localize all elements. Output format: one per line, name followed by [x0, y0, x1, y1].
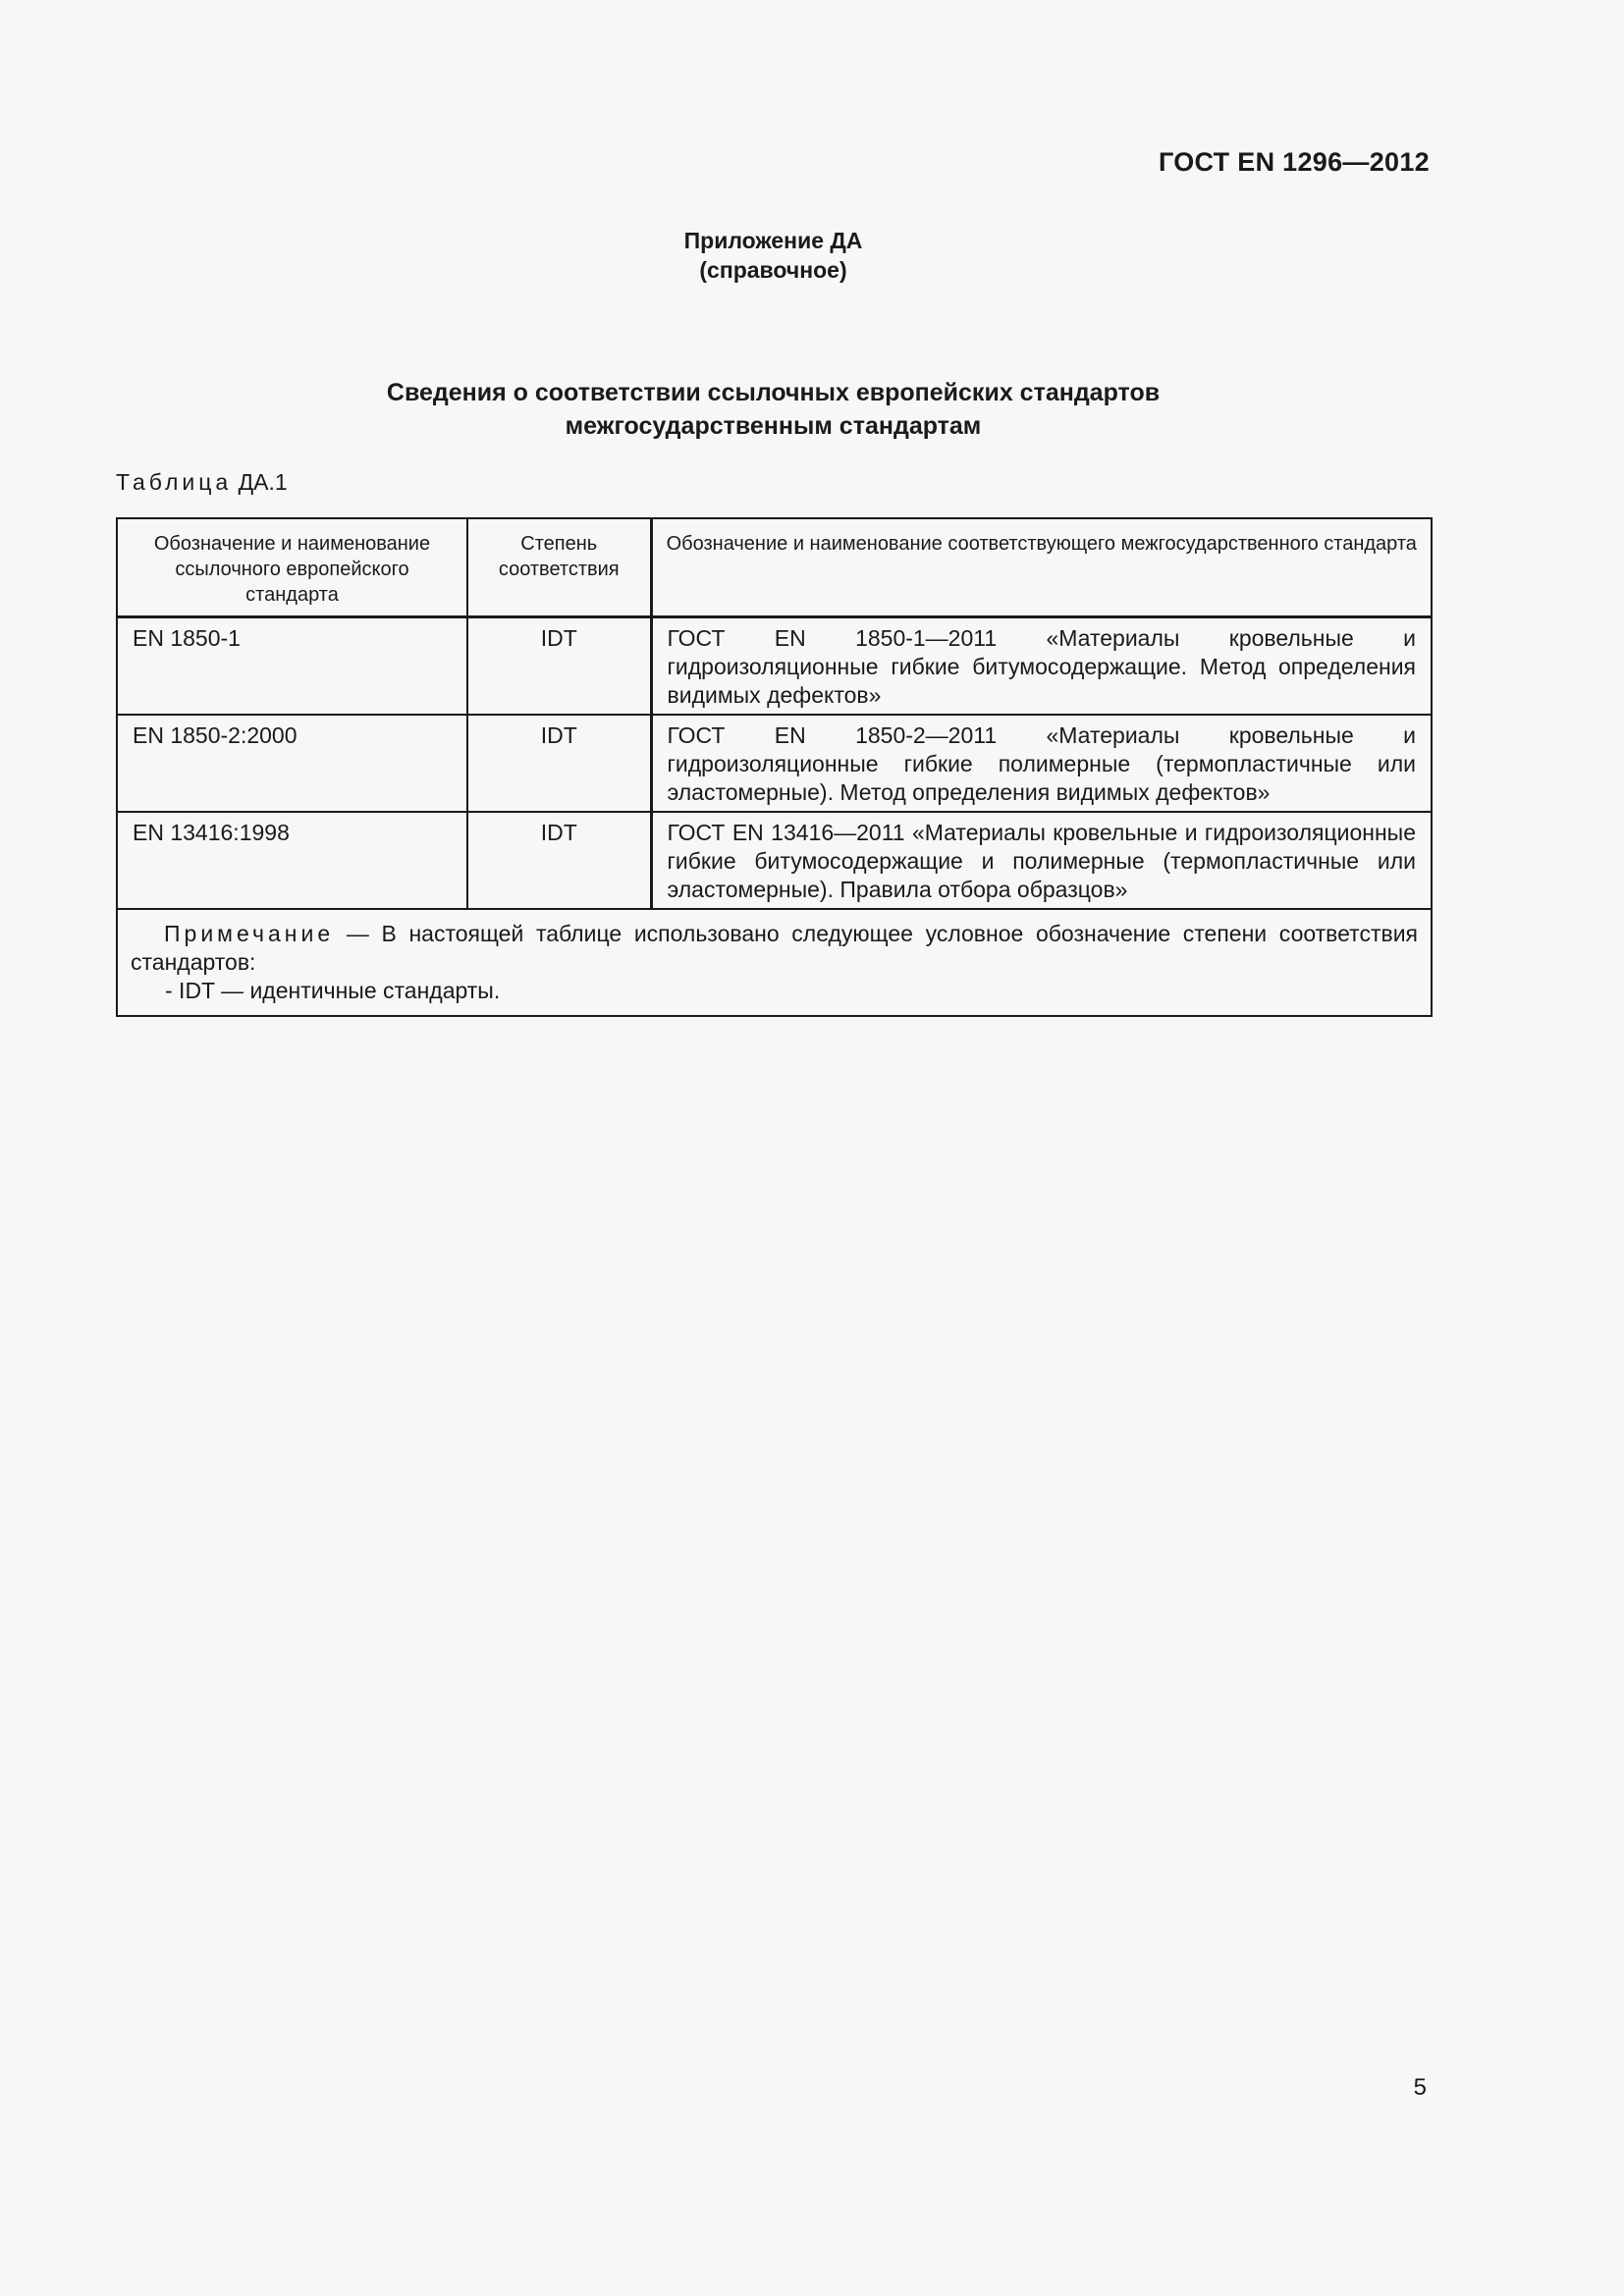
note-text: — В настоящей таблице использовано следующее условное обозначение степени соответствия стандартов:	[131, 921, 1418, 975]
section-title-line-2: межгосударственным стандартам	[565, 412, 982, 440]
note-list-item: - IDT — идентичные стандарты.	[165, 978, 501, 1003]
note-label: Примечание	[164, 921, 335, 946]
correspondence-table	[116, 517, 1433, 1017]
table-row	[117, 812, 1432, 909]
table-row	[117, 617, 1432, 716]
column-header-interstate-standard: Обозначение и наименование соответствующего межгосударственного стандарта	[651, 518, 1432, 617]
cell-interstate-standard: ГОСТ EN 1850-2—2011 «Материалы кровельные и гидроизоляционные гибкие полимерные (термопластичные или эластомерные). Метод определения видимых дефектов»	[651, 715, 1432, 812]
section-title-line-1: Сведения о соответствии ссылочных европейских стандартов	[386, 379, 1161, 406]
appendix-heading	[0, 226, 1546, 285]
cell-degree: IDT	[467, 715, 651, 812]
table-note-row	[117, 909, 1432, 1016]
appendix-subtitle: (справочное)	[699, 257, 847, 283]
cell-reference-standard: EN 1850-2:2000	[117, 715, 467, 812]
page-number: 5	[1413, 2074, 1427, 2101]
column-header-reference-standard: Обозначение и наименование ссылочного европейского стандарта	[117, 518, 467, 617]
cell-degree: IDT	[467, 617, 651, 716]
table-note	[117, 909, 1432, 1016]
table-caption	[116, 469, 288, 496]
table-row	[117, 715, 1432, 812]
table-caption-number: ДА.1	[238, 469, 288, 495]
table-caption-label: Таблица	[116, 469, 233, 495]
table-header-row	[117, 518, 1432, 617]
cell-reference-standard: EN 13416:1998	[117, 812, 467, 909]
cell-degree: IDT	[467, 812, 651, 909]
appendix-title: Приложение ДА	[683, 228, 863, 253]
column-header-degree: Степень соответствия	[467, 518, 651, 617]
cell-interstate-standard: ГОСТ EN 13416—2011 «Материалы кровельные и гидроизоляционные гибкие битумосодержащие и полимерные (термопластичные или эластомерные). Правила отбора образцов»	[651, 812, 1432, 909]
document-code: ГОСТ EN 1296—2012	[1158, 147, 1430, 177]
cell-interstate-standard: ГОСТ EN 1850-1—2011 «Материалы кровельные и гидроизоляционные гибкие битумосодержащие. Метод определения видимых дефектов»	[651, 617, 1432, 716]
cell-reference-standard: EN 1850-1	[117, 617, 467, 716]
section-title	[0, 376, 1546, 443]
